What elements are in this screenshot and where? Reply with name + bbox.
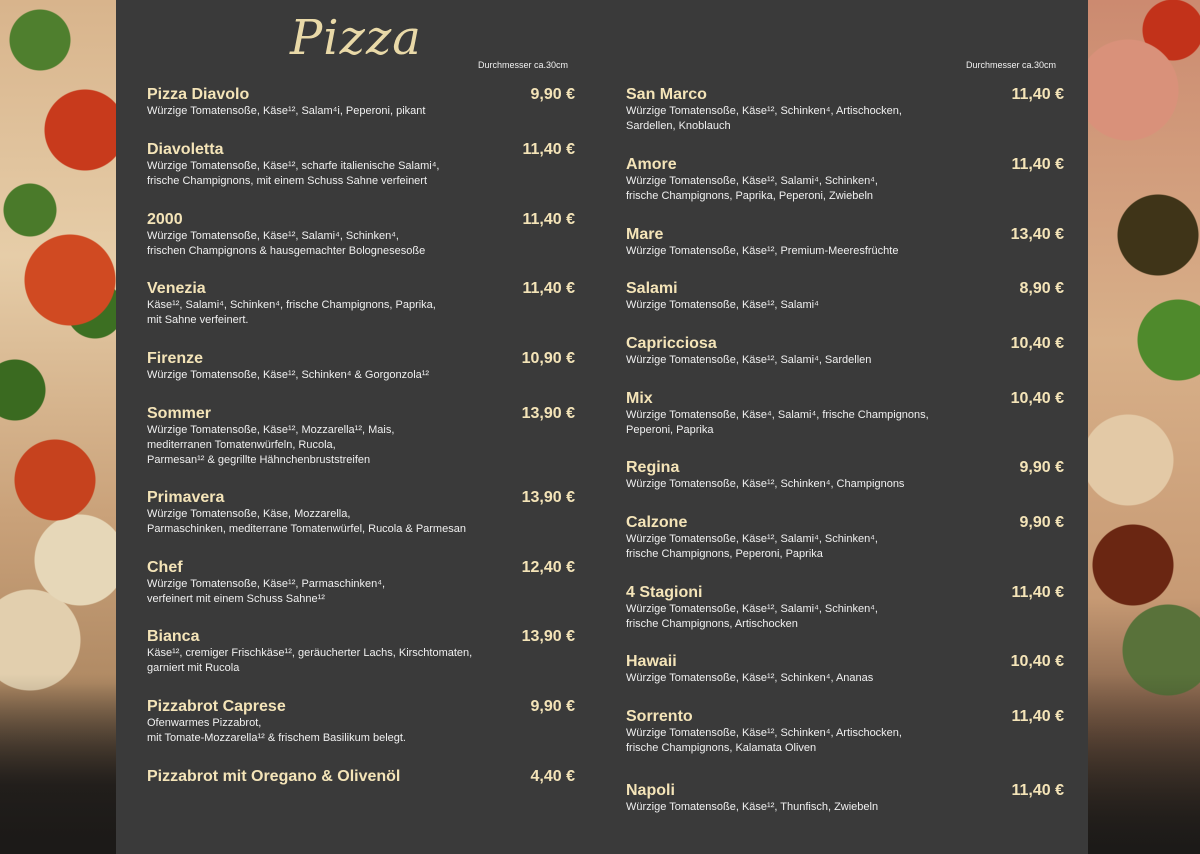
item-description: Würzige Tomatensoße, Käse⁴, Salami⁴, frische Champignons, Peperoni, Paprika: [626, 409, 929, 436]
item-price: 9,90 €: [530, 698, 575, 715]
item-price: 13,90 €: [521, 489, 575, 506]
item-price: 10,40 €: [1010, 390, 1064, 407]
menu-item: [147, 86, 575, 119]
item-price: 11,40 €: [1011, 86, 1064, 103]
item-price: 9,90 €: [1019, 514, 1064, 531]
item-price: 11,40 €: [1011, 782, 1064, 799]
item-description: Würzige Tomatensoße, Käse¹², Schinken⁴, Ananas: [626, 672, 874, 684]
item-name: Bianca: [147, 628, 200, 645]
menu-item: [147, 141, 575, 189]
item-name: Firenze: [147, 350, 204, 367]
menu-item: [147, 768, 575, 786]
item-price: 11,40 €: [1011, 584, 1064, 601]
item-price: 10,90 €: [521, 350, 575, 367]
item-description: Würzige Tomatensoße, Käse¹², Mozzarella¹², Mais, mediterranen Tomatenwürfeln, Rucola, Parmesan¹² & gegrillte Hähnchenbruststreifen: [147, 424, 395, 466]
item-name: Mix: [626, 390, 653, 407]
menu-item: [147, 698, 575, 746]
item-name: Salami: [626, 280, 678, 297]
item-price: 12,40 €: [521, 559, 575, 576]
item-price: 10,40 €: [1010, 653, 1064, 670]
menu-item: [626, 708, 1064, 756]
item-name: Amore: [626, 156, 677, 173]
item-price: 9,90 €: [1019, 459, 1064, 476]
item-description: Würzige Tomatensoße, Käse¹², Schinken⁴, Artischocken, frische Champignons, Kalamata Oliven: [626, 727, 902, 754]
menu-item: [626, 584, 1064, 632]
item-name: Pizzabrot mit Oregano & Olivenöl: [147, 768, 401, 785]
item-name: Chef: [147, 559, 183, 576]
menu-item: [147, 559, 575, 607]
item-name: Pizza Diavolo: [147, 86, 250, 103]
item-price: 10,40 €: [1010, 335, 1064, 352]
item-description: Würzige Tomatensoße, Käse¹², Salami⁴, Schinken⁴, frische Champignons, Peperoni, Paprika: [626, 533, 878, 560]
item-name: Napoli: [626, 782, 675, 799]
item-description: Würzige Tomatensoße, Käse¹², Parmaschinken⁴, verfeinert mit einem Schuss Sahne¹²: [147, 578, 386, 605]
item-description: Würzige Tomatensoße, Käse¹², Salami⁴: [626, 299, 819, 311]
item-description: Käse¹², cremiger Frischkäse¹², geräucherter Lachs, Kirschtomaten, garniert mit Rucola: [147, 647, 473, 674]
item-price: 11,40 €: [522, 211, 575, 228]
menu-item: [147, 350, 575, 383]
item-name: Diavoletta: [147, 141, 224, 158]
item-description: Würzige Tomatensoße, Käse¹², Thunfisch, Zwiebeln: [626, 801, 879, 813]
menu-item: [626, 653, 1064, 686]
menu-item: [626, 226, 1064, 259]
menu-item: [626, 280, 1064, 313]
item-name: Capricciosa: [626, 335, 717, 352]
menu-item: [626, 514, 1064, 562]
item-name: 2000: [147, 211, 183, 228]
item-name: Sommer: [147, 405, 212, 422]
item-description: Würzige Tomatensoße, Käse¹², Salami⁴, Schinken⁴, frischen Champignons & hausgemachter Bolognesesoße: [147, 230, 426, 257]
item-price: 11,40 €: [522, 141, 575, 158]
item-price: 13,90 €: [521, 628, 575, 645]
item-description: Würzige Tomatensoße, Käse¹², Schinken⁴ & Gorgonzola¹²: [147, 369, 430, 381]
item-description: Käse¹², Salami⁴, Schinken⁴, frische Champignons, Paprika, mit Sahne verfeinert.: [147, 299, 436, 326]
item-description: Würzige Tomatensoße, Käse¹², Schinken⁴, Champignons: [626, 478, 905, 490]
item-price: 9,90 €: [530, 86, 575, 103]
item-description: Würzige Tomatensoße, Käse¹², Salami⁴, Schinken⁴, frische Champignons, Artischocken: [626, 603, 878, 630]
item-price: 13,90 €: [521, 405, 575, 422]
item-description: Würzige Tomatensoße, Käse¹², Premium-Meeresfrüchte: [626, 245, 899, 257]
item-description: Würzige Tomatensoße, Käse¹², scharfe italienische Salami⁴, frische Champignons, mit einem Schuss Sahne verfeinert: [147, 160, 440, 187]
menu-item: [147, 211, 575, 259]
item-name: Pizzabrot Caprese: [147, 698, 286, 715]
item-description: Würzige Tomatensoße, Käse¹², Salam⁴i, Peperoni, pikant: [147, 105, 426, 117]
item-name: San Marco: [626, 86, 707, 103]
item-name: Regina: [626, 459, 680, 476]
item-name: Venezia: [147, 280, 206, 297]
pizza-photo-left: [0, 0, 116, 854]
item-name: Sorrento: [626, 708, 693, 725]
menu-item: [147, 405, 575, 468]
item-description: Würzige Tomatensoße, Käse¹², Salami⁴, Schinken⁴, frische Champignons, Paprika, Peperoni, Zwiebeln: [626, 175, 878, 202]
menu-item: [626, 156, 1064, 204]
menu-item: [147, 628, 575, 676]
item-name: 4 Stagioni: [626, 584, 703, 601]
menu-item: [626, 459, 1064, 492]
menu-item: [626, 335, 1064, 368]
item-name: Mare: [626, 226, 664, 243]
item-name: Primavera: [147, 489, 225, 506]
item-description: Würzige Tomatensoße, Käse¹², Schinken⁴, Artischocken, Sardellen, Knoblauch: [626, 105, 902, 132]
item-price: 11,40 €: [522, 280, 575, 297]
menu-title: Pizza: [290, 10, 422, 66]
diameter-note-right: Durchmesser ca.30cm: [966, 60, 1057, 70]
item-name: Calzone: [626, 514, 688, 531]
diameter-note-left: Durchmesser ca.30cm: [478, 60, 569, 70]
item-price: 8,90 €: [1019, 280, 1064, 297]
menu-item: [147, 280, 575, 328]
item-description: Ofenwarmes Pizzabrot, mit Tomate-Mozzarella¹² & frischem Basilikum belegt.: [147, 717, 406, 744]
item-description: Würzige Tomatensoße, Käse, Mozzarella, Parmaschinken, mediterrane Tomatenwürfel, Rucola & Parmesan: [147, 508, 466, 535]
menu-item: [626, 390, 1064, 438]
pizza-photo-right: [1088, 0, 1200, 854]
menu-item: [626, 782, 1064, 815]
item-price: 13,40 €: [1010, 226, 1064, 243]
menu-item: [626, 86, 1064, 134]
item-price: 11,40 €: [1011, 156, 1064, 173]
item-description: Würzige Tomatensoße, Käse¹², Salami⁴, Sardellen: [626, 354, 872, 366]
item-price: 11,40 €: [1011, 708, 1064, 725]
menu-item: [147, 489, 575, 537]
item-name: Hawaii: [626, 653, 677, 670]
item-price: 4,40 €: [530, 768, 575, 785]
